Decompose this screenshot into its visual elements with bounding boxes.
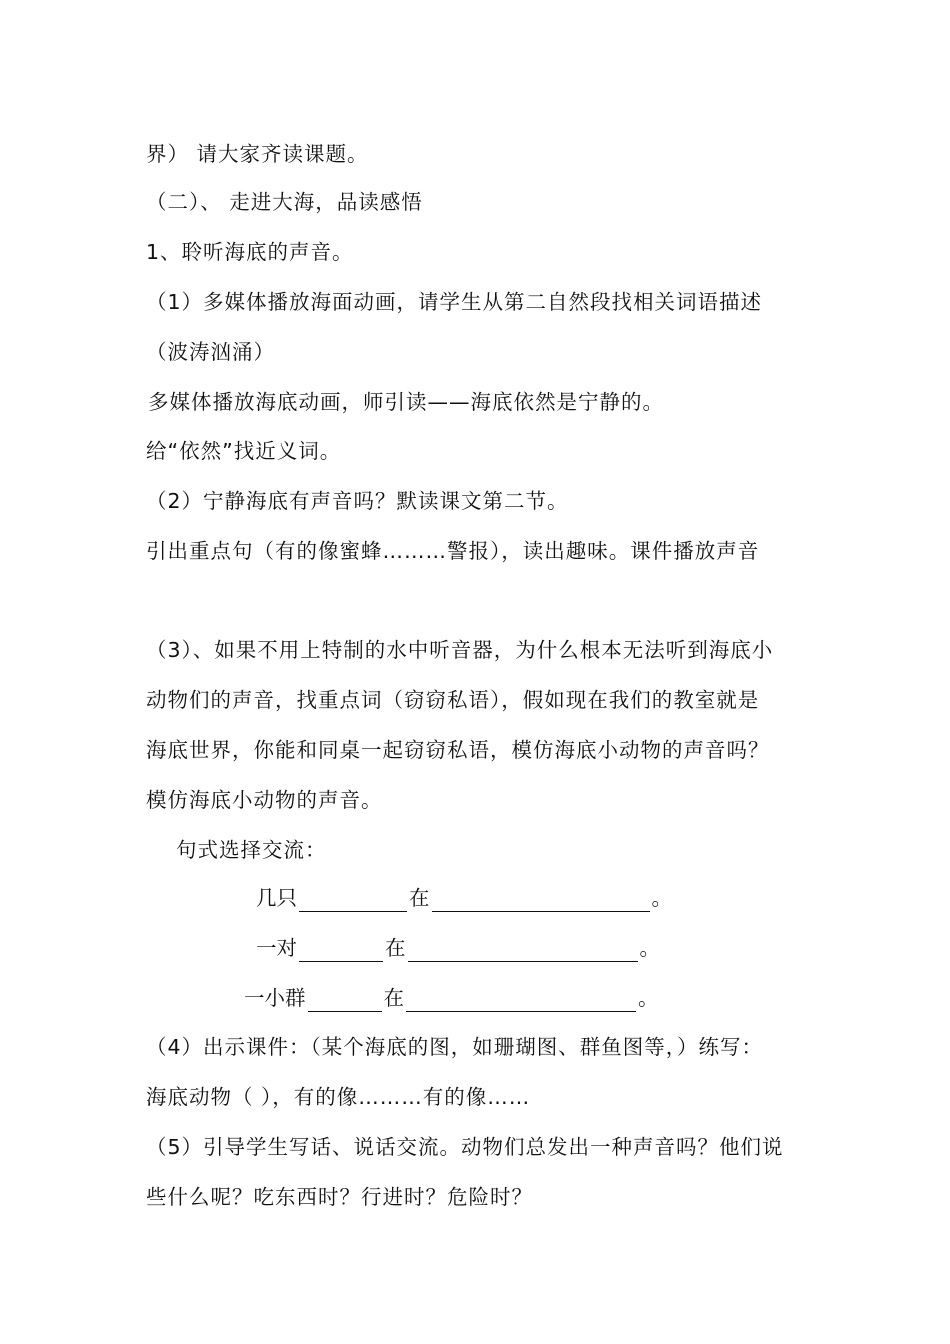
pattern-mid: 在 — [383, 986, 404, 1010]
text-line: （2）宁静海底有声音吗？默读课文第二节。 — [146, 489, 569, 513]
text-line: 些什么呢？吃东西时？行进时？危险时？ — [146, 1185, 533, 1209]
pattern-prefix: 几只 — [256, 886, 297, 910]
pattern-end: 。 — [639, 936, 660, 960]
text-line: 动物们的声音，找重点词（窃窃私语），假如现在我们的教室就是 — [146, 688, 760, 712]
sentence-pattern — [256, 934, 660, 962]
text-line: 多媒体播放海底动画，师引读——海底依然是宁静的。 — [148, 390, 664, 414]
subsection-heading: 1、聆听海底的声音。 — [146, 240, 354, 264]
text-line: 海底世界，你能和同桌一起窃窃私语，模仿海底小动物的声音吗？ — [146, 738, 770, 762]
text-line: 模仿海底小动物的声音。 — [146, 788, 383, 812]
text-line: （5）引导学生写话、说话交流。动物们总发出一种声音吗？他们说 — [146, 1135, 784, 1159]
section-heading: （二）、 走进大海，品读感悟 — [146, 190, 423, 214]
pattern-prefix: 一对 — [256, 936, 297, 960]
answer-blank[interactable] — [299, 939, 383, 962]
text-line: 给“依然”找近义词。 — [146, 439, 342, 463]
text-line: （3）、如果不用上特制的水中听音器，为什么根本无法听到海底小 — [146, 638, 774, 662]
answer-blank[interactable] — [408, 939, 638, 962]
pattern-mid: 在 — [409, 886, 430, 910]
pattern-mid: 在 — [385, 936, 406, 960]
text-line: 引出重点句（有的像蜜蜂………警报），读出趣味。课件播放声音 — [146, 539, 760, 563]
text-line: 句式选择交流： — [176, 838, 327, 862]
pattern-end: 。 — [638, 986, 659, 1010]
answer-blank[interactable] — [432, 889, 650, 912]
answer-blank[interactable] — [308, 989, 382, 1012]
answer-blank[interactable] — [299, 889, 407, 912]
sentence-pattern — [256, 884, 672, 912]
pattern-prefix: 一小群 — [244, 986, 306, 1010]
text-line: 界） 请大家齐读课题。 — [146, 142, 369, 166]
text-line: （1）多媒体播放海面动画，请学生从第二自然段找相关词语描述 — [146, 290, 763, 314]
pattern-end: 。 — [651, 886, 672, 910]
sentence-pattern — [244, 984, 659, 1012]
text-line: （4）出示课件：（某个海底的图，如珊瑚图、群鱼图等，）练写： — [146, 1035, 764, 1059]
text-line: （波涛汹涌） — [146, 340, 275, 364]
text-line: 海底动物（ ），有的像………有的像…… — [146, 1085, 531, 1109]
answer-blank[interactable] — [406, 989, 636, 1012]
